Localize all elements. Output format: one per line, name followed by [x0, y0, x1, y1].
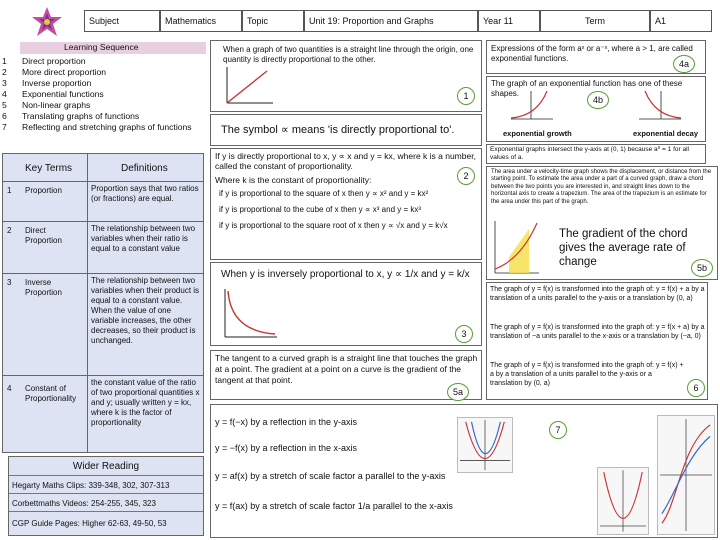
key-terms-table	[2, 153, 204, 453]
translation-rule: The graph of y = f(x) is transformed into the graph of: y = f(x) + a by a translation of a units parallel to the y-axis or a translation by (0, a)	[490, 362, 684, 387]
proportion-bullet: if y is proportional to the cube of x then y ∝ x³ and y = kx³	[219, 205, 422, 214]
inverse-proportion-graph	[219, 287, 279, 343]
sequence-item: 3 Inverse proportion	[2, 78, 92, 88]
panel-1: When a graph of two quantities is a straight line through the origin, one quantity is directly proportional to the other. 1	[210, 40, 482, 112]
translation-graph	[657, 415, 715, 535]
badge-1: 1	[457, 87, 475, 105]
badge-5b: 5b	[691, 259, 713, 277]
panel-4c: Exponential graphs intersect the y-axis at (0, 1) because a⁰ = 1 for all values of a.	[486, 144, 706, 164]
panel-4b: The graph of an exponential function has one of these shapes. exponential growth exponential decay 4b	[486, 76, 706, 142]
topic-value-cell: Unit 19: Proportion and Graphs	[304, 10, 478, 32]
badge-3: 3	[455, 325, 473, 343]
subject-label-cell: Subject	[84, 10, 160, 32]
badge-4b: 4b	[587, 91, 609, 109]
wider-reading-title: Wider Reading	[72, 461, 140, 472]
direct-proportion-graph	[219, 65, 275, 109]
term-label-cell: Term	[540, 10, 650, 32]
term-value-cell: A1	[650, 10, 712, 32]
sequence-item: 7 Reflecting and stretching graphs of functions	[2, 122, 192, 132]
velocity-time-graph	[491, 219, 541, 277]
year-cell: Year 11	[478, 10, 540, 32]
translation-rule: The graph of y = f(x) is transformed into the graph of: y = f(x) + a by a translation of a units parallel to the y-axis or a translation by (0, a)	[490, 286, 705, 302]
sequence-title: Learning Sequence	[64, 42, 139, 52]
exponential-growth-graph	[507, 89, 555, 123]
reading-line: CGP Guide Pages: Higher 62-63, 49-50, 53	[12, 519, 167, 528]
stretch-graph	[597, 467, 649, 535]
wider-reading	[8, 456, 204, 536]
subject-value-cell: Mathematics	[160, 10, 242, 32]
badge-2: 2	[457, 167, 475, 185]
badge-5a: 5a	[447, 383, 469, 401]
panel-3: When y is inversely proportional to x, y ∝ 1/x and y = k/x 3	[210, 262, 482, 346]
badge-4a: 4a	[673, 55, 695, 73]
proportion-bullet: if y is proportional to the square of x then y ∝ x² and y = kx²	[219, 189, 429, 198]
reading-line: Corbettmaths Videos: 254-255, 345, 323	[12, 499, 156, 508]
panel-7	[210, 404, 718, 538]
table-row: 1 Proportion Proportion says that two ratios (or fractions) are equal.	[3, 182, 203, 222]
transform-line: y = af(x) by a stretch of scale factor a parallel to the y-axis	[215, 471, 446, 481]
proportion-bullet: if y is proportional to the square root of x then y ∝ √x and y = k√x	[219, 221, 448, 230]
translation-rule: The graph of y = f(x) is transformed into the graph of: y = f(x + a) by a translation of −a units parallel to the x-axis or a translation by (−a, 0)	[490, 324, 705, 340]
sequence-item: 5 Non-linear graphs	[2, 100, 91, 110]
learning-sequence	[2, 40, 206, 146]
panel-5b: The area under a velocity-time graph shows the displacement, or distance from the starting point. To estimate the area under a part of a curved graph, draw a chord between the two points you are interested in, and straight lines down to the horizontal axis to create a trapezium. The area of the trapezium is an estimate for the area under this part of the graph. The gradient of the chord gives the average rate of change 5b	[486, 166, 718, 280]
transform-line: y = f(ax) by a stretch of scale factor 1/a parallel to the x-axis	[215, 501, 453, 511]
panel-5a: The tangent to a curved graph is a straight line that touches the graph at a point. The gradient at a point on a curve is the gradient of the tangent at that point. 5a	[210, 350, 482, 400]
badge-6: 6	[687, 379, 705, 397]
transform-line: y = f(−x) by a reflection in the y-axis	[215, 417, 358, 427]
badge-7: 7	[549, 421, 567, 439]
reflection-graph	[457, 417, 513, 473]
definitions-heading: Definitions	[121, 163, 168, 174]
sequence-item: 2 More direct proportion	[2, 67, 107, 77]
sequence-item: 4 Exponential functions	[2, 89, 104, 99]
table-row: 3 Inverse Proportion The relationship between two variables when their product is equal to a constant value. When the value of one variable increases, the other decreases, so their product is unchanged.	[3, 274, 203, 376]
sequence-item: 1 Direct proportion	[2, 56, 86, 66]
exponential-decay-graph	[637, 89, 685, 123]
chord-gradient-statement: The gradient of the chord gives the average rate of change	[559, 228, 688, 268]
panel-6	[486, 282, 708, 400]
panel-2: If y is directly proportional to x, y ∝ x and y = kx, where k is a number, called the constant of proportionality. Where k is the constant of proportionality: if y is proportional to the square of x then y ∝ x² and y = kx² if y is proportional to the cube of x then y ∝ x³ and y = kx³ if y is proportional to the square root of x then y ∝ √x and y = k√x 2	[210, 148, 482, 260]
table-row: 2 Direct Proportion The relationship between two variables when their ratio is equal to a constant value	[3, 222, 203, 274]
sequence-item: 6 Translating graphs of functions	[2, 111, 140, 121]
symbol-panel: The symbol ∝ means 'is directly proportional to'.	[210, 114, 482, 146]
transform-line: y = −f(x) by a reflection in the x-axis	[215, 443, 358, 453]
panel-4a: Expressions of the form aˣ or a⁻ˣ, where a > 1, are called exponential functions. 4a	[486, 40, 706, 74]
key-terms-heading: Key Terms	[25, 163, 73, 174]
reading-line: Hegarty Maths Clips: 339-348, 302, 307-313	[12, 481, 170, 490]
topic-label-cell: Topic	[242, 10, 304, 32]
table-row: 4 Constant of Proportionality the constant value of the ratio of two proportional quantities x and y; usually written y = kx, where k is the factor of proportionality	[7, 378, 200, 427]
school-logo	[30, 6, 64, 38]
